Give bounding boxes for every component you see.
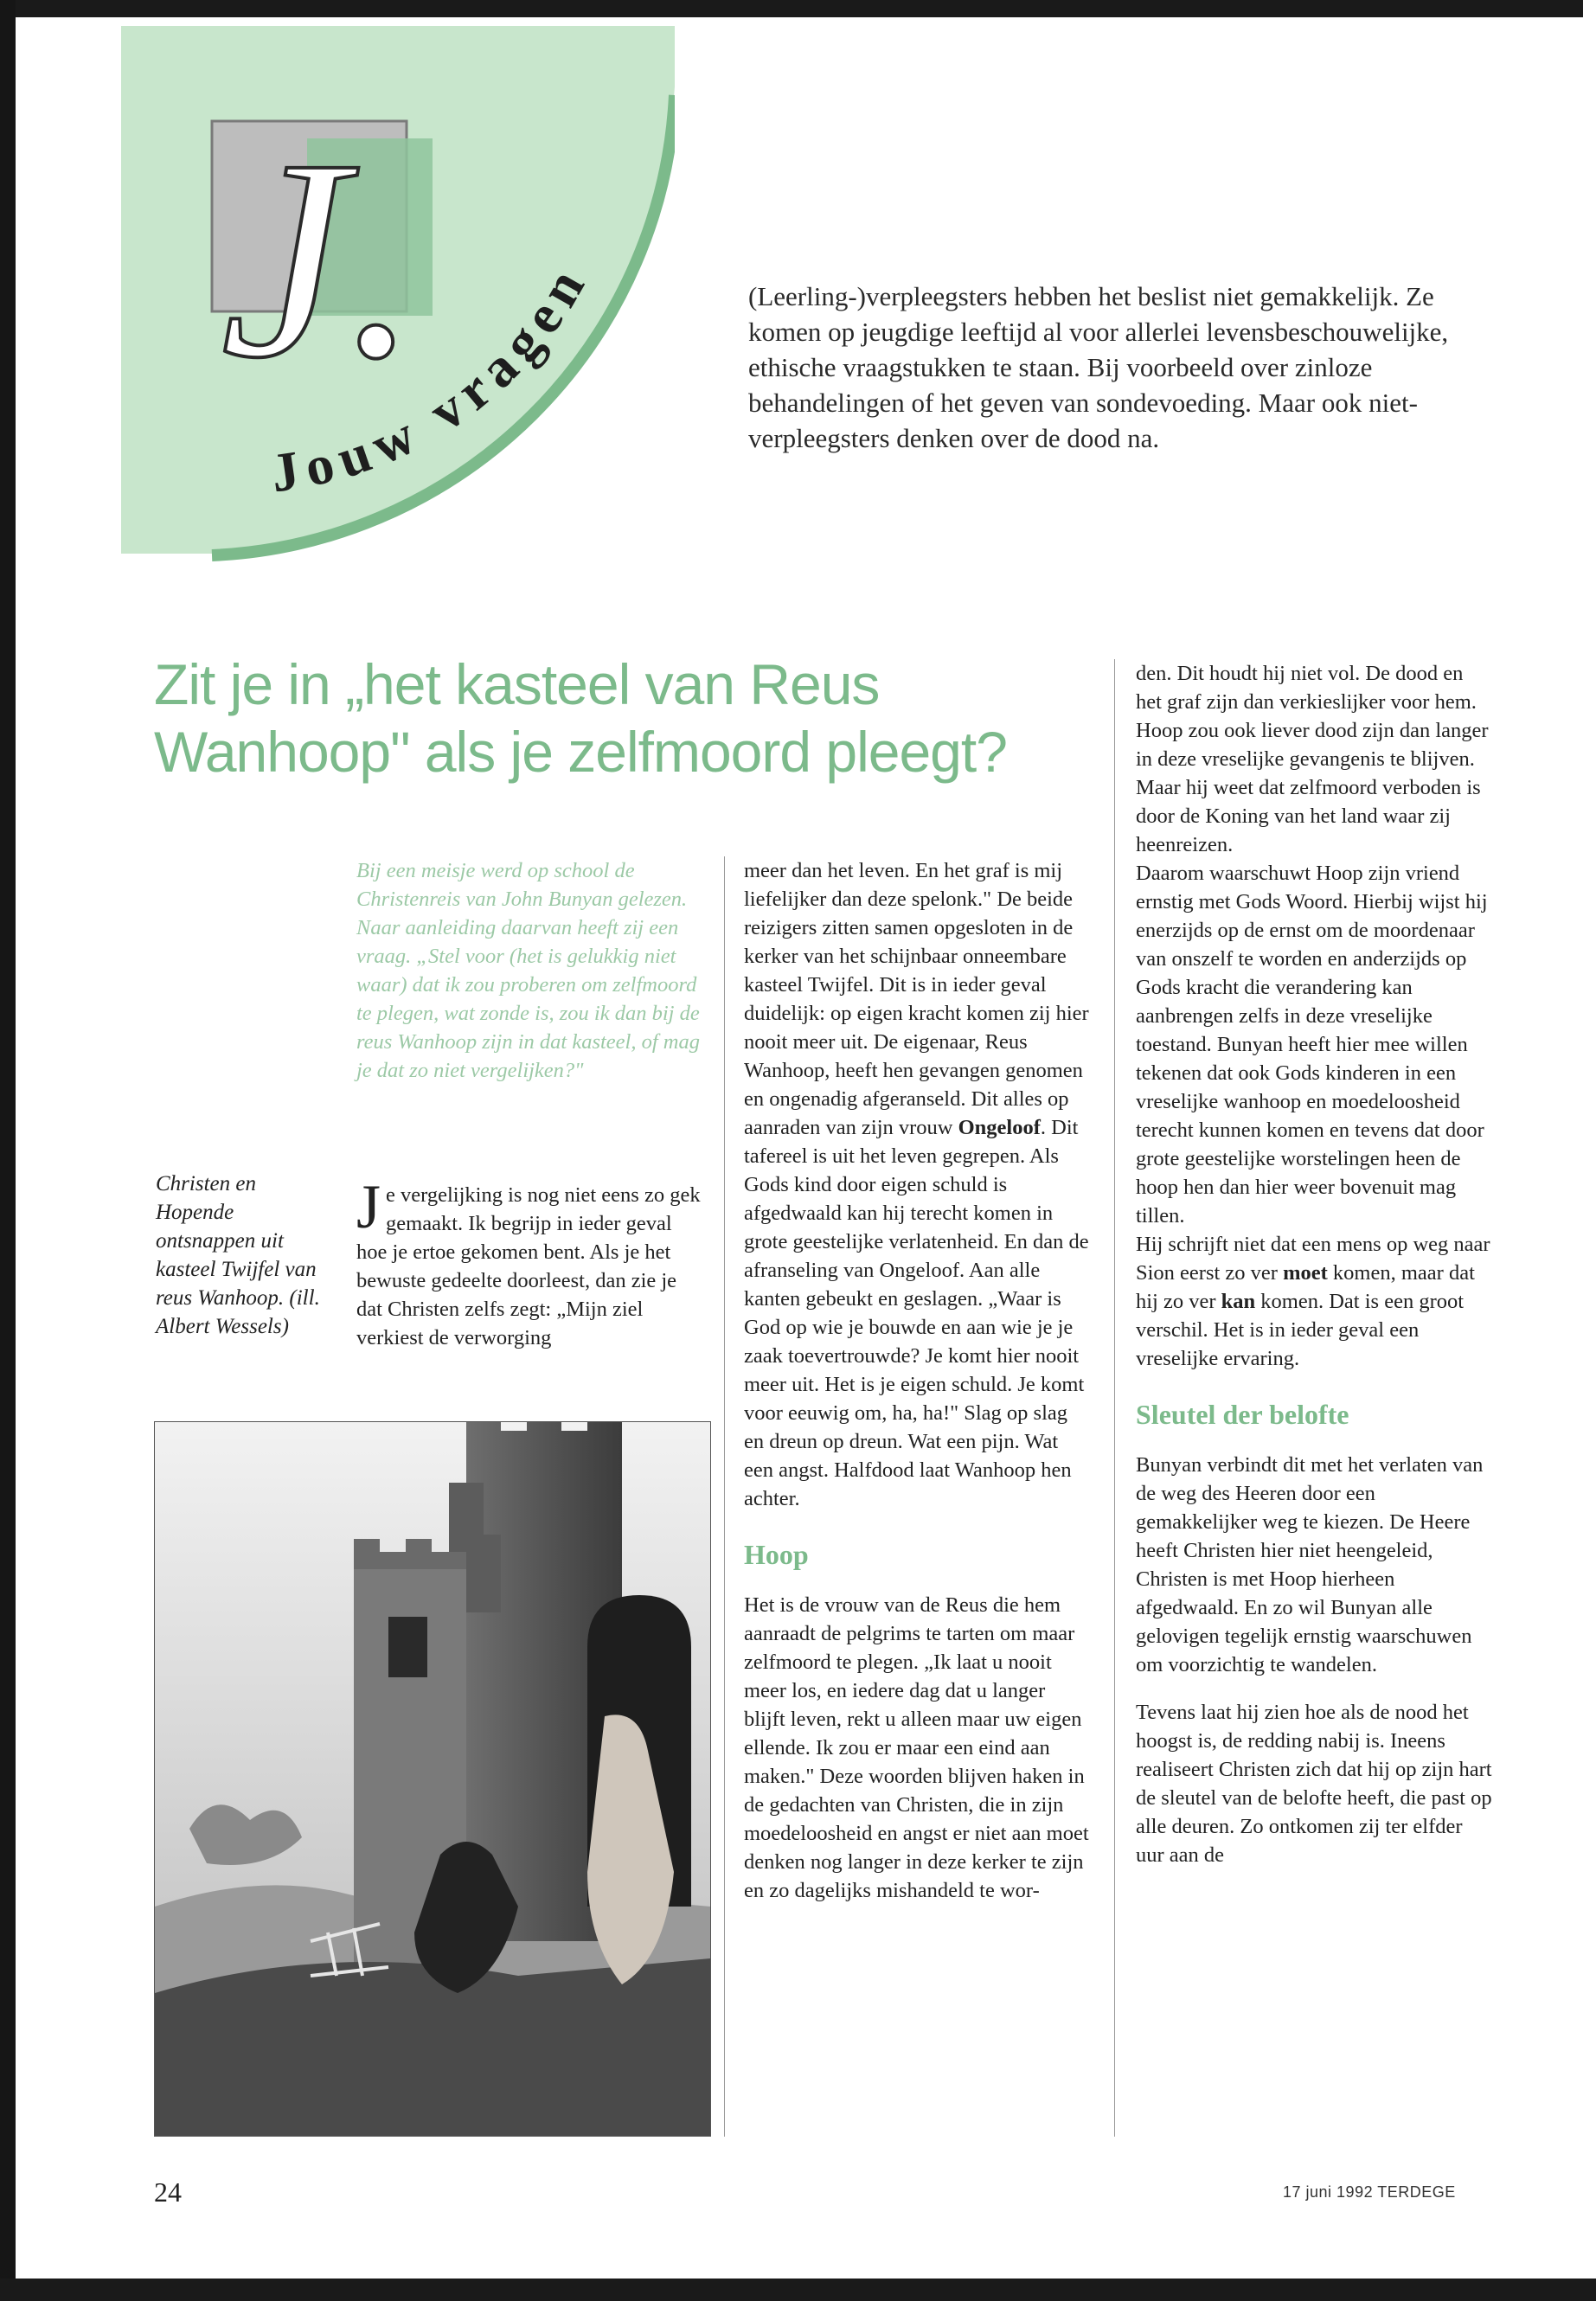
page-number: 24 (154, 2176, 182, 2208)
illustration-caption: Christen en Hopende ontsnappen uit kasteel Twijfel van reus Wanhoop. (ill. Albert Wessels) (156, 1172, 320, 1338)
column-2-paragraph-2: Het is de vrouw van de Reus die hem aanraadt de pelgrims te tarten om maar zelfmoord te plegen. „Ik laat u nooit meer los, en iedere dag dat u langer blijft leven, rekt u alleen maar uw eigen ellende. Ik zou er maar een eind aan maken." Deze woorden blijven haken in de gedachten van Christen, die in zijn moedeloosheid en angst er niet aan moet denken nog langer in deze kerker te zijn en zo dagelijks mishandeld te wor- (744, 1593, 1089, 1902)
column-rule-2 (1114, 659, 1115, 2137)
lead-question: Bij een meisje werd op school de Christenreis van John Bunyan gelezen. Naar aanleiding daarvan heeft zij een vraag. „Stel voor (het is gelukkig niet waar) dat ik zou proberen om zelfmoord te plegen, wat zonde is, zou ik dan bij de reus Wanhoop zijn in dat kasteel, of mag je dat zo niet vergelijken?" (356, 859, 700, 1082)
logo-word: Jouw vragen (266, 251, 600, 504)
article-column-2 (744, 856, 1090, 1905)
column-3-paragraph-4: Bunyan verbindt dit met het verlaten van de weg des Heeren door een gemakkelijker weg te kiezen. De Heere heeft Christen hier niet heengeleid, Christen is met Hoop hierheen afgedwaald. En zo wil Bunyan alle gelovigen tegelijk ernstig waarschuwen om voorzichtig te wandelen. (1136, 1453, 1484, 1676)
logo-letter: J. (221, 101, 419, 417)
barred-window (388, 1617, 427, 1677)
foreground-ground (155, 1958, 710, 2136)
drop-cap: J (356, 1172, 381, 1241)
intro-paragraph: (Leerling-)verpleegsters hebben het beslist niet gemakkelijk. Ze komen op jeugdige leeftijd al voor allerlei levensbeschouwelijke, ethische vraagstukken te staan. Bij voorbeeld over zinloze behandelingen of het geven van sondevoeding. Maar ook niet-verpleegsters denken over de dood na. (748, 281, 1449, 453)
castle-illustration (154, 1421, 711, 2137)
column-1-text: e vergelijking is nog niet eens zo gek gemaakt. Ik begrijp in ieder geval hoe je ertoe gekomen bent. Als je het bewuste gedeelte doorleest, dan zie je dat Christen zelfs zegt: „Mijn ziel verkiest de verworging (356, 1183, 701, 1349)
bold-ongeloof: Ongeloof (958, 1116, 1041, 1139)
column-3-paragraph-3: Hij schrijft niet dat een mens op weg naar Sion eerst zo ver moet komen, maar dat hij zo ver kan komen. Dat is een groot verschil. Het is in ieder geval een vreselijke ervaring. (1136, 1233, 1490, 1370)
column-3-paragraph-2: Daarom waarschuwt Hoop zijn vriend ernstig met Gods Woord. Hierbij wijst hij enerzijds op de ernst om de moordenaar van onszelf te worden en anderzijds op Gods kracht die verandering kan aanbrengen zelfs in deze vreselijke toestand. Bunyan heeft hier mee willen tekenen dat ook Gods kinderen in een vreselijke wanhoop en moedeloosheid terecht kunnen komen en tevens dat door grote geestelijke worstelingen heen de hoop hen dan hier weer bovenuit mag tillen. (1136, 862, 1488, 1227)
subhead-hoop: Hoop (744, 1539, 809, 1570)
column-rule-1 (724, 856, 725, 2137)
issue-date: 17 juni 1992 TERDEGE (1283, 2183, 1456, 2201)
article-headline: Zit je in „het kasteel van Reus Wanhoop" als je zelfmoord pleegt? (154, 652, 1007, 784)
scan-border-right (1583, 0, 1596, 2301)
column-3-paragraph-1: den. Dit houdt hij niet vol. De dood en het graf zijn dan verkieslijker voor hem. Hoop zou ook liever dood zijn dan langer in deze vreselijke gevangenis te blijven. Maar hij weet dat zelfmoord verboden is door de Koning van het land waar zij heenreizen. (1136, 662, 1489, 856)
jouw-vragen-logo (121, 26, 675, 562)
article-column-3 (1136, 659, 1492, 1869)
scan-border-top (0, 0, 1596, 17)
article-column-1 (356, 1172, 702, 1352)
subhead-sleutel: Sleutel der belofte (1136, 1399, 1349, 1430)
scan-border-bottom (0, 2279, 1596, 2301)
scan-border-left (0, 0, 16, 2301)
column-3-paragraph-5: Tevens laat hij zien hoe als de nood het hoogst is, de redding nabij is. Ineens realiseert Christen zich dat hij op zijn hart de sleutel van de belofte heeft, die past op alle deuren. Zo ontkomen zij ter elfder uur aan de (1136, 1701, 1492, 1867)
column-2-paragraph: meer dan het leven. En het graf is mij liefelijker dan deze spelonk." De beide reizigers zitten samen opgesloten in de kerker van het schijnbaar onneembare kasteel Twijfel. Dit is in ieder geval duidelijk: op eigen kracht komen zij hier nooit meer uit. De eigenaar, Reus Wanhoop, heeft hen gevangen genomen en ongenadig afgeranseld. Dit alles op aanraden van zijn vrouw Ongeloof. Dit tafereel is uit het leven gegrepen. Als Gods kind door eigen schuld is afgedwaald kan hij terecht komen in grote geestelijke verlatenheid. En dan de afranseling van Ongeloof. Aan alle kanten gebeukt en geslagen. „Waar is God op wie je bouwde en aan wie je je zaak toevertrouwde? Je komt hier nooit meer uit. Het is je eigen schuld. Je komt voor eeuwig om, ha, ha!" Slag op slag en dreun op dreun. Wat een pijn. Wat een angst. Halfdood laat Wanhoop hen achter. (744, 859, 1089, 1510)
